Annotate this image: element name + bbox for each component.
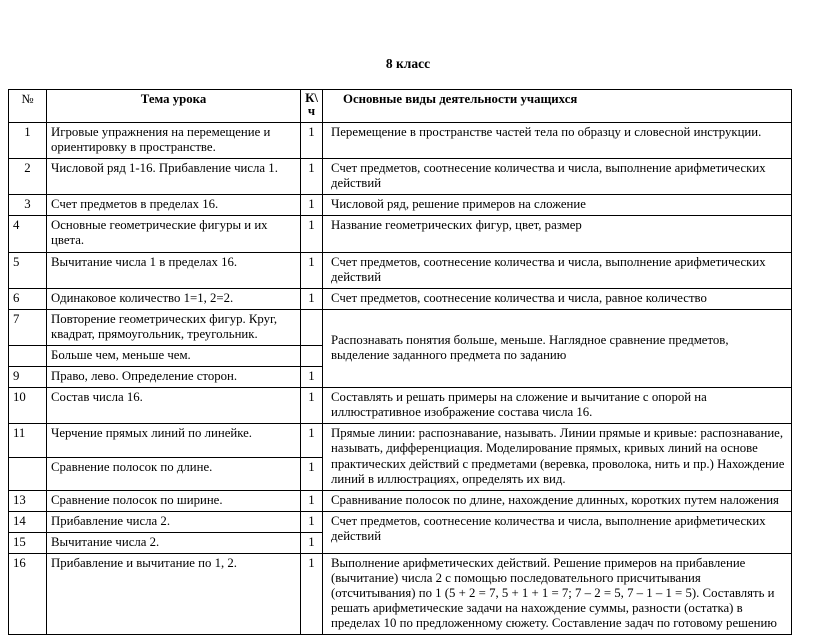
cell-hours: 1: [301, 288, 323, 309]
cell-num: 13: [9, 490, 47, 511]
col-header-num: №: [9, 90, 47, 123]
table-row: [9, 122, 792, 158]
cell-topic: Счет предметов в пределах 16.: [47, 195, 301, 216]
table-row: [9, 424, 792, 457]
cell-hours: 1: [301, 195, 323, 216]
cell-topic: Вычитание числа 2.: [47, 532, 301, 553]
table-row: [9, 252, 792, 288]
hours-header-line2: ч: [307, 104, 316, 119]
cell-hours: [301, 309, 323, 345]
cell-activities: Название геометрических фигур, цвет, размер: [323, 216, 792, 252]
col-header-activities: Основные виды деятельности учащихся: [323, 90, 792, 123]
cell-activities: Числовой ряд, решение примеров на сложение: [323, 195, 792, 216]
cell-topic: Основные геометрические фигуры и их цвета.: [47, 216, 301, 252]
cell-hours: 1: [301, 122, 323, 158]
cell-hours: 1: [301, 457, 323, 490]
cell-topic: Одинаковое количество 1=1, 2=2.: [47, 288, 301, 309]
cell-activities: Выполнение арифметических действий. Решение примеров на прибавление (вычитание) числа 2 с помощью последовательного присчитывания (отсчитывания) по 1 (5 + 2 = 7, 5 + 1 + 1 = 7; 7 – 2 = 5, 7 – 1 – 1 = 5). Составлять и решать арифметические задачи на нахождение суммы, разности (остатка) в пределах 10 по предложенному сюжету. Составление задач по готовому решению: [323, 554, 792, 635]
cell-num: 2: [9, 159, 47, 195]
cell-activities: Перемещение в пространстве частей тела по образцу и словесной инструкции.: [323, 122, 792, 158]
cell-num: 3: [9, 195, 47, 216]
cell-activities: Прямые линии: распознавание, называть. Линии прямые и кривые: распознавание, называть, дифференциация. Моделирование прямых, кривых линий на основе практических действий с предметами (веревка, проволока, нить и пр.) Нахождение линий в иллюстрациях, определять их вид.: [323, 424, 792, 490]
cell-num: 14: [9, 511, 47, 532]
table-row: [9, 195, 792, 216]
table-row: [9, 388, 792, 424]
cell-topic: Право, лево. Определение сторон.: [47, 367, 301, 388]
header-row: [9, 90, 792, 123]
table-row: [9, 490, 792, 511]
hours-header-line1: К\: [305, 91, 318, 105]
cell-topic: Вычитание числа 1 в пределах 16.: [47, 252, 301, 288]
cell-topic: Игровые упражнения на перемещение и ориентировку в пространстве.: [47, 122, 301, 158]
cell-num: [9, 457, 47, 490]
cell-hours: 1: [301, 424, 323, 457]
cell-hours: 1: [301, 532, 323, 553]
cell-topic: Сравнение полосок по длине.: [47, 457, 301, 490]
cell-activities: Составлять и решать примеры на сложение и вычитание с опорой на иллюстративное изображение состава числа 16.: [323, 388, 792, 424]
col-header-hours: [301, 90, 323, 123]
cell-hours: 1: [301, 490, 323, 511]
cell-hours: 1: [301, 388, 323, 424]
cell-topic: Прибавление числа 2.: [47, 511, 301, 532]
cell-num: 11: [9, 424, 47, 457]
cell-hours: 1: [301, 159, 323, 195]
cell-num: 16: [9, 554, 47, 635]
cell-num: 6: [9, 288, 47, 309]
cell-activities: Счет предметов, соотнесение количества и числа, выполнение арифметических действий: [323, 252, 792, 288]
cell-hours: 1: [301, 252, 323, 288]
table-row: [9, 511, 792, 532]
table-row: [9, 159, 792, 195]
cell-num: 5: [9, 252, 47, 288]
table-row: [9, 288, 792, 309]
table-row: [9, 554, 792, 635]
cell-hours: 1: [301, 216, 323, 252]
cell-hours: 1: [301, 367, 323, 388]
cell-num: 4: [9, 216, 47, 252]
cell-num: 9: [9, 367, 47, 388]
cell-topic: Черчение прямых линий по линейке.: [47, 424, 301, 457]
cell-num: [9, 345, 47, 366]
cell-num: 7: [9, 309, 47, 345]
cell-hours: [301, 345, 323, 366]
table-row: [9, 216, 792, 252]
cell-topic: Числовой ряд 1-16. Прибавление числа 1.: [47, 159, 301, 195]
lesson-plan-table: [8, 89, 792, 635]
document-page: [0, 56, 816, 631]
cell-activities: Счет предметов, соотнесение количества и числа, выполнение арифметических действий: [323, 159, 792, 195]
cell-num: 10: [9, 388, 47, 424]
cell-num: 1: [9, 122, 47, 158]
cell-topic: Сравнение полосок по ширине.: [47, 490, 301, 511]
cell-topic: Больше чем, меньше чем.: [47, 345, 301, 366]
cell-activities: Счет предметов, соотнесение количества и числа, выполнение арифметических действий: [323, 511, 792, 553]
cell-hours: 1: [301, 554, 323, 635]
col-header-topic: Тема урока: [47, 90, 301, 123]
cell-activities: Распознавать понятия больше, меньше. Наглядное сравнение предметов, выделение заданного предмета по заданию: [323, 309, 792, 387]
cell-num: 15: [9, 532, 47, 553]
cell-topic: Состав числа 16.: [47, 388, 301, 424]
cell-hours: 1: [301, 511, 323, 532]
cell-activities: Счет предметов, соотнесение количества и числа, равное количество: [323, 288, 792, 309]
cell-activities: Сравнивание полосок по длине, нахождение длинных, коротких путем наложения: [323, 490, 792, 511]
page-title: 8 класс: [385, 56, 431, 71]
cell-topic: Прибавление и вычитание по 1, 2.: [47, 554, 301, 635]
table-row: [9, 309, 792, 345]
cell-topic: Повторение геометрических фигур. Круг, квадрат, прямоугольник, треугольник.: [47, 309, 301, 345]
